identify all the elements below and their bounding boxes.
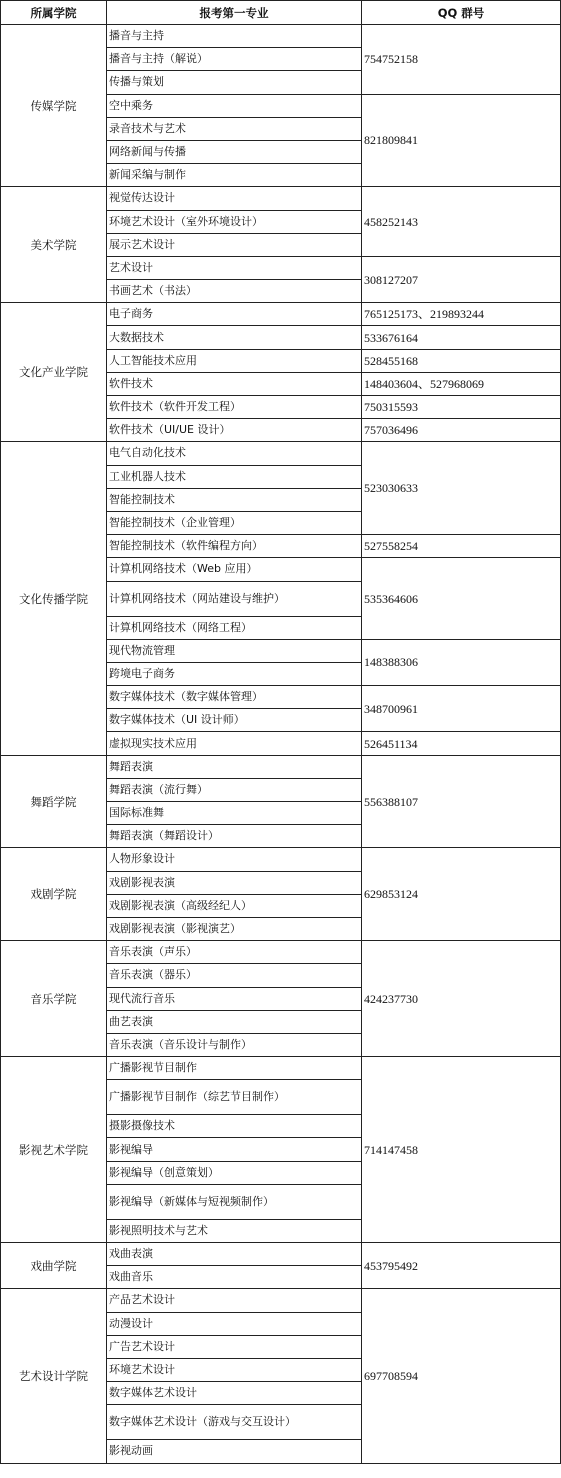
- major-name: 新闻采编与制作: [107, 164, 362, 187]
- major-name: 国际标准舞: [107, 802, 362, 825]
- major-name: 环境艺术设计（室外环境设计）: [107, 210, 362, 233]
- major-name: 传播与策划: [107, 71, 362, 94]
- major-name: 播音与主持: [107, 25, 362, 48]
- major-name: 数字媒体技术（数字媒体管理）: [107, 686, 362, 709]
- major-name: 数字媒体艺术设计（游戏与交互设计）: [107, 1405, 362, 1440]
- major-name: 影视编导（新媒体与短视频制作）: [107, 1184, 362, 1219]
- qq-group-number: 453795492: [362, 1243, 561, 1289]
- major-name: 软件技术（软件开发工程）: [107, 396, 362, 419]
- major-name: 电气自动化技术: [107, 442, 362, 465]
- major-name: 播音与主持（解说）: [107, 48, 362, 71]
- qq-group-number: 535364606: [362, 558, 561, 639]
- major-name: 影视编导: [107, 1138, 362, 1161]
- header-major: 报考第一专业: [107, 1, 362, 25]
- qq-group-number: 348700961: [362, 686, 561, 732]
- table-row: [1, 25, 561, 48]
- major-name: 计算机网络技术（Web 应用）: [107, 558, 362, 581]
- table-row: [1, 848, 561, 871]
- major-name: 视觉传达设计: [107, 187, 362, 210]
- qq-group-number: 765125173、219893244: [362, 303, 561, 326]
- college-name: 文化传播学院: [1, 442, 107, 755]
- major-name: 大数据技术: [107, 326, 362, 349]
- major-name: 现代物流管理: [107, 639, 362, 662]
- major-name: 摄影摄像技术: [107, 1115, 362, 1138]
- table-row: [1, 187, 561, 210]
- major-name: 人工智能技术应用: [107, 349, 362, 372]
- table-body: [1, 25, 561, 1464]
- qq-group-number: 556388107: [362, 755, 561, 848]
- major-name: 计算机网络技术（网站建设与维护）: [107, 581, 362, 616]
- major-name: 计算机网络技术（网络工程）: [107, 616, 362, 639]
- major-name: 录音技术与艺术: [107, 117, 362, 140]
- qq-group-number: 308127207: [362, 256, 561, 302]
- major-name: 环境艺术设计: [107, 1358, 362, 1381]
- major-name: 舞蹈表演（舞蹈设计）: [107, 825, 362, 848]
- college-name: 戏曲学院: [1, 1243, 107, 1289]
- major-name: 书画艺术（书法）: [107, 280, 362, 303]
- qq-group-number: 750315593: [362, 396, 561, 419]
- college-name: 戏剧学院: [1, 848, 107, 941]
- table-row: [1, 1289, 561, 1312]
- major-name: 跨境电子商务: [107, 662, 362, 685]
- major-name: 影视动画: [107, 1440, 362, 1463]
- qq-group-number: 424237730: [362, 941, 561, 1057]
- college-name: 传媒学院: [1, 25, 107, 187]
- table-row: [1, 941, 561, 964]
- qq-group-number: 527558254: [362, 535, 561, 558]
- major-name: 戏剧影视表演（影视演艺）: [107, 917, 362, 940]
- college-name: 美术学院: [1, 187, 107, 303]
- major-name: 电子商务: [107, 303, 362, 326]
- qq-group-number: 528455168: [362, 349, 561, 372]
- major-name: 曲艺表演: [107, 1010, 362, 1033]
- major-name: 产品艺术设计: [107, 1289, 362, 1312]
- major-name: 空中乘务: [107, 94, 362, 117]
- major-name: 智能控制技术（企业管理）: [107, 511, 362, 534]
- header-qq: QQ 群号: [362, 1, 561, 25]
- qq-group-number: 526451134: [362, 732, 561, 755]
- major-name: 舞蹈表演: [107, 755, 362, 778]
- qq-group-number: 523030633: [362, 442, 561, 535]
- college-name: 艺术设计学院: [1, 1289, 107, 1463]
- major-name: 数字媒体艺术设计: [107, 1382, 362, 1405]
- qq-group-number: 821809841: [362, 94, 561, 187]
- major-name: 智能控制技术: [107, 488, 362, 511]
- major-name: 广告艺术设计: [107, 1335, 362, 1358]
- qq-group-number: 629853124: [362, 848, 561, 941]
- header-college: 所属学院: [1, 1, 107, 25]
- college-name: 影视艺术学院: [1, 1057, 107, 1243]
- table-row: [1, 1243, 561, 1266]
- major-name: 音乐表演（声乐）: [107, 941, 362, 964]
- table-row: [1, 1057, 561, 1080]
- college-name: 音乐学院: [1, 941, 107, 1057]
- qq-group-number: 697708594: [362, 1289, 561, 1463]
- major-name: 展示艺术设计: [107, 233, 362, 256]
- major-name: 影视照明技术与艺术: [107, 1219, 362, 1242]
- major-name: 智能控制技术（软件编程方向）: [107, 535, 362, 558]
- qq-group-number: 714147458: [362, 1057, 561, 1243]
- table-header-row: [1, 1, 561, 25]
- major-name: 软件技术（UI/UE 设计）: [107, 419, 362, 442]
- major-name: 数字媒体技术（UI 设计师）: [107, 709, 362, 732]
- major-name: 人物形象设计: [107, 848, 362, 871]
- major-name: 软件技术: [107, 372, 362, 395]
- major-name: 影视编导（创意策划）: [107, 1161, 362, 1184]
- major-name: 舞蹈表演（流行舞）: [107, 778, 362, 801]
- major-name: 工业机器人技术: [107, 465, 362, 488]
- college-name: 舞蹈学院: [1, 755, 107, 848]
- qq-group-number: 148388306: [362, 639, 561, 685]
- major-name: 虚拟现实技术应用: [107, 732, 362, 755]
- qq-group-number: 148403604、527968069: [362, 372, 561, 395]
- qq-group-number: 533676164: [362, 326, 561, 349]
- major-name: 戏曲音乐: [107, 1266, 362, 1289]
- qq-group-number: 757036496: [362, 419, 561, 442]
- major-name: 网络新闻与传播: [107, 140, 362, 163]
- major-name: 音乐表演（音乐设计与制作）: [107, 1033, 362, 1056]
- qq-group-number: 458252143: [362, 187, 561, 257]
- major-name: 音乐表演（器乐）: [107, 964, 362, 987]
- table-row: [1, 303, 561, 326]
- major-name: 广播影视节目制作: [107, 1057, 362, 1080]
- major-name: 艺术设计: [107, 256, 362, 279]
- table-row: [1, 755, 561, 778]
- major-name: 广播影视节目制作（综艺节目制作）: [107, 1080, 362, 1115]
- college-name: 文化产业学院: [1, 303, 107, 442]
- major-name: 戏曲表演: [107, 1243, 362, 1266]
- table-row: [1, 442, 561, 465]
- major-name: 动漫设计: [107, 1312, 362, 1335]
- major-name: 戏剧影视表演（高级经纪人）: [107, 894, 362, 917]
- major-name: 现代流行音乐: [107, 987, 362, 1010]
- qq-group-number: 754752158: [362, 25, 561, 95]
- major-name: 戏剧影视表演: [107, 871, 362, 894]
